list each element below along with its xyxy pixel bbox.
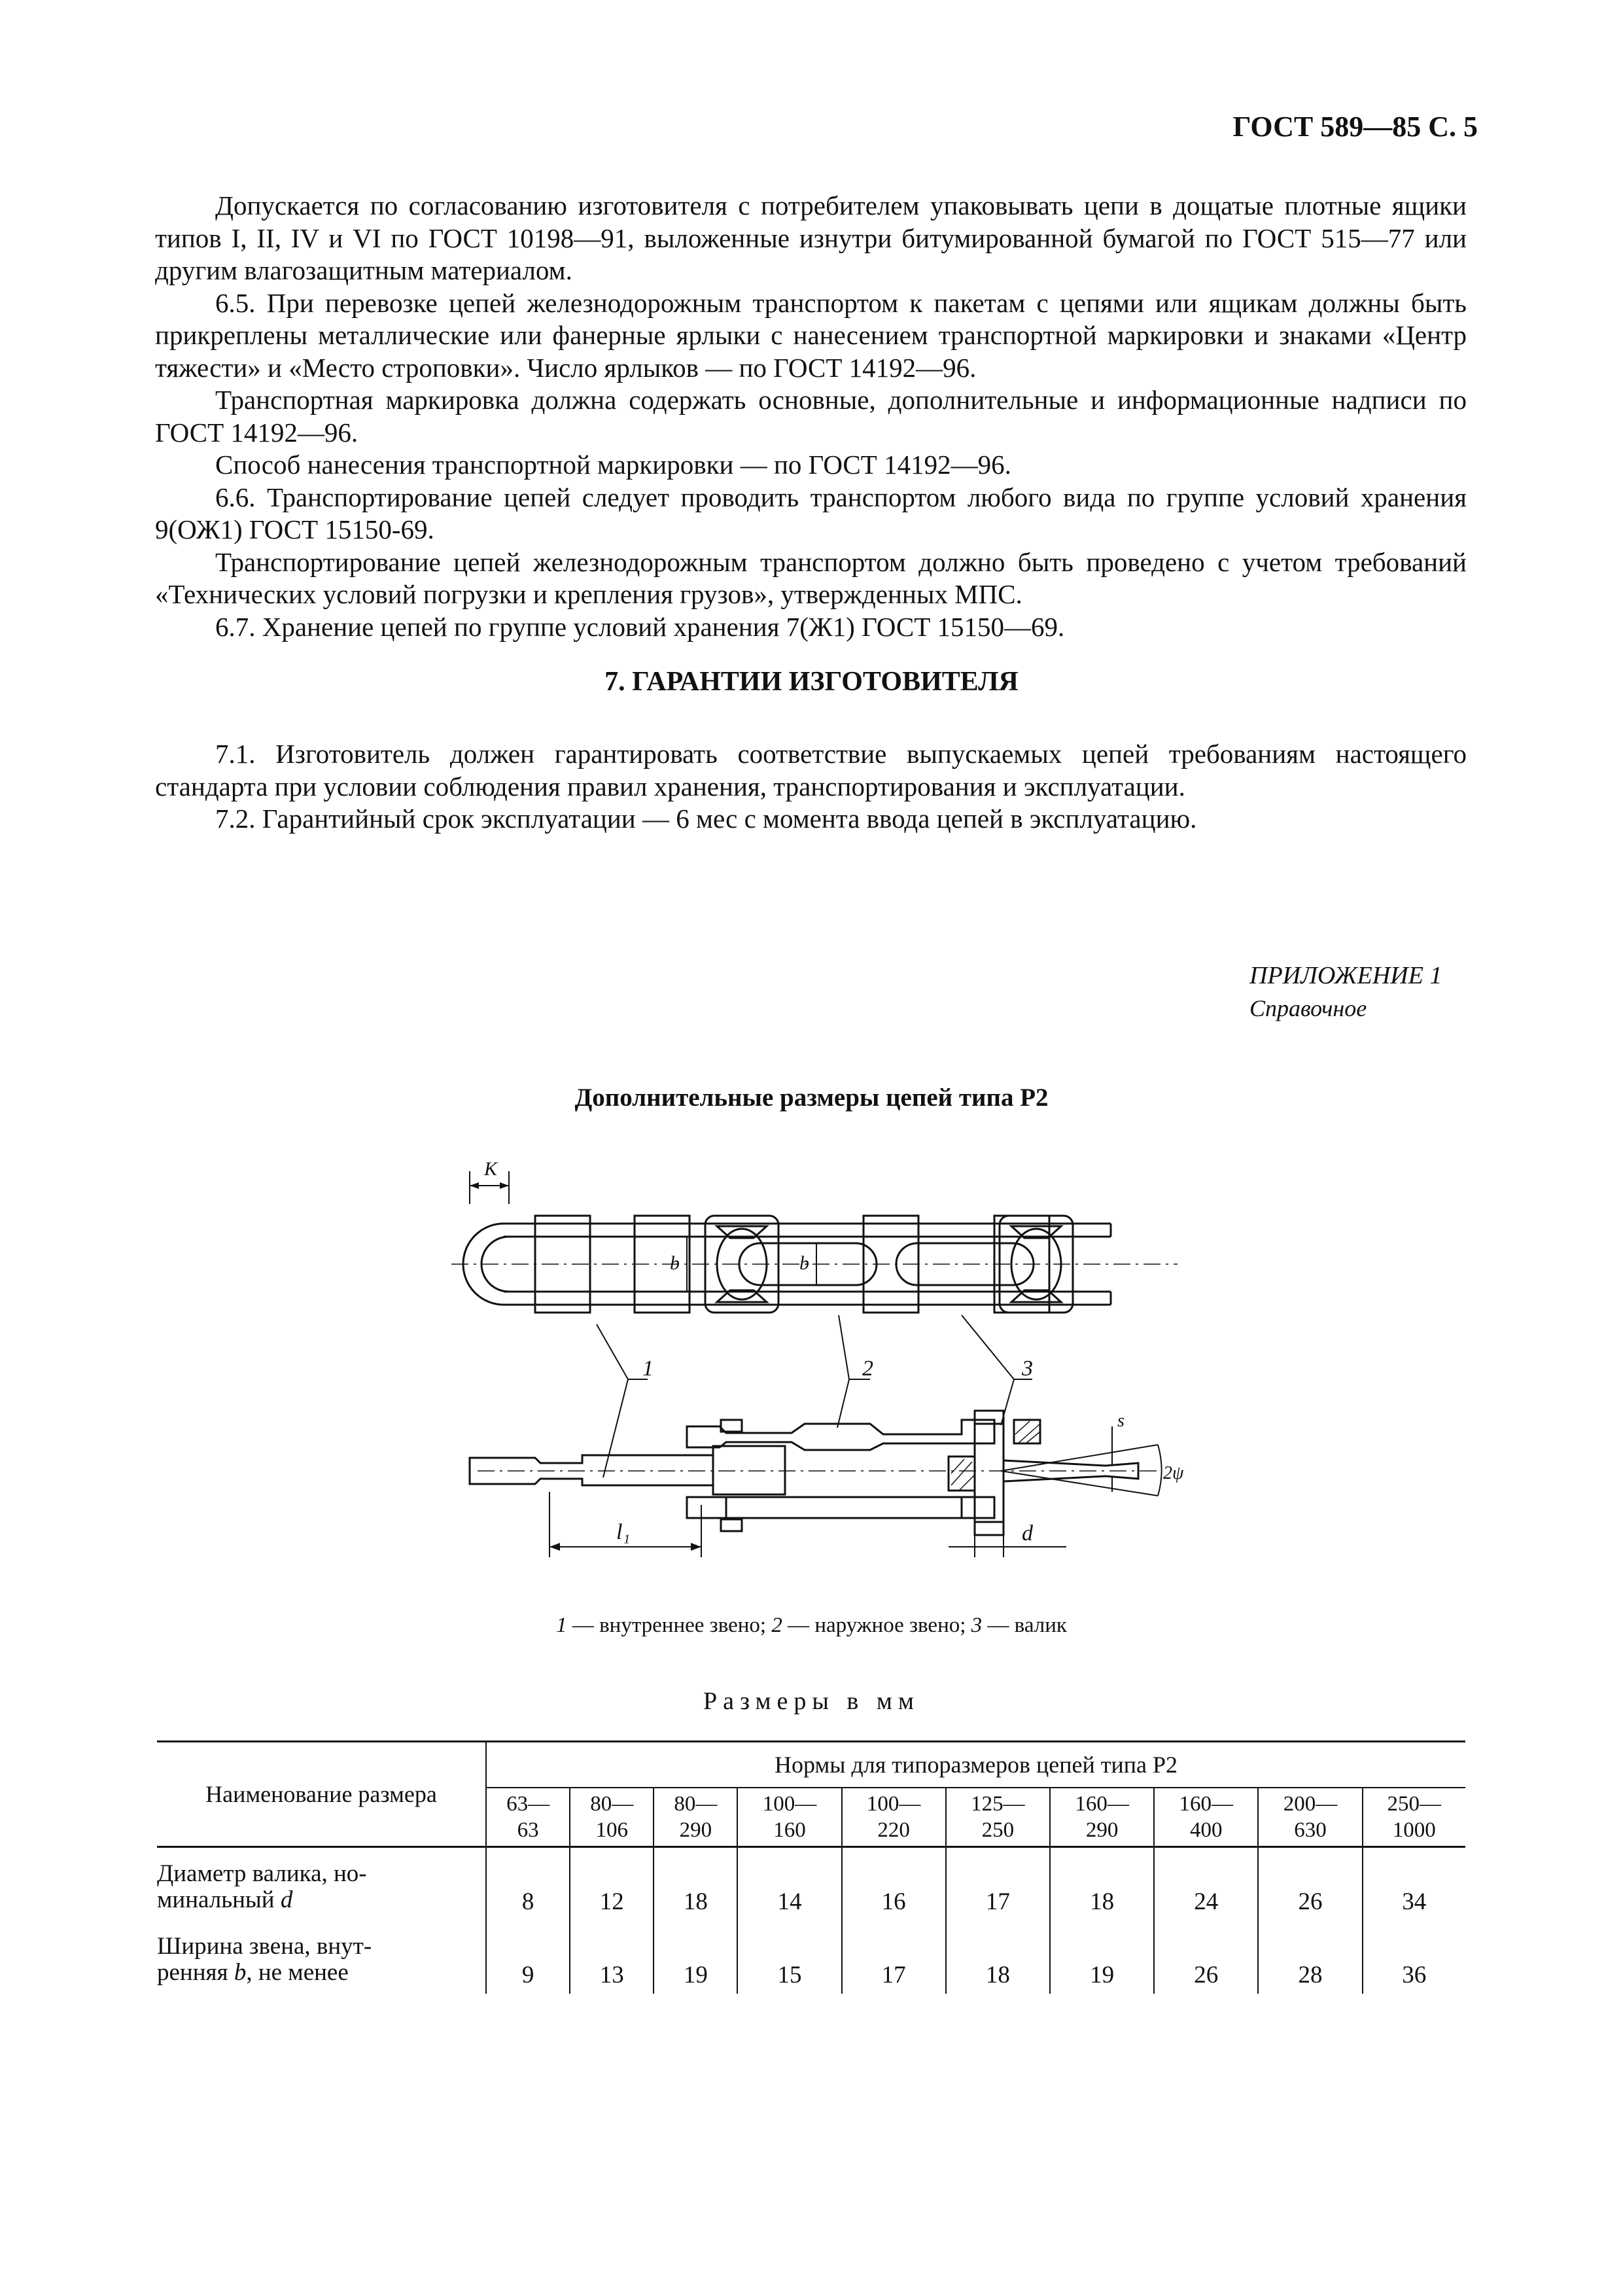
size-header: 100— 220 bbox=[842, 1788, 946, 1847]
norms-header: Нормы для типоразмеров цепей типа Р2 bbox=[486, 1742, 1465, 1788]
table-cell: 26 bbox=[1258, 1847, 1362, 1920]
callouts bbox=[597, 1315, 1033, 1477]
appendix-label bbox=[1249, 959, 1442, 1025]
figure-legend bbox=[0, 1614, 1623, 1638]
size-header: 160— 290 bbox=[1050, 1788, 1154, 1847]
top-view bbox=[451, 1158, 1178, 1313]
legend-text: — наружное звено; bbox=[782, 1614, 971, 1637]
size-header: 200— 630 bbox=[1258, 1788, 1362, 1847]
table-cell: 12 bbox=[570, 1847, 654, 1920]
table-cell: 26 bbox=[1154, 1920, 1258, 1994]
table-cell: 8 bbox=[486, 1847, 570, 1920]
figure-title: Дополнительные размеры цепей типа Р2 bbox=[574, 1084, 1049, 1112]
chain-drawing bbox=[451, 1139, 1191, 1597]
label-s: s bbox=[1117, 1411, 1125, 1431]
table-cell: 16 bbox=[842, 1847, 946, 1920]
dimensions-table bbox=[157, 1740, 1465, 1994]
table-row bbox=[157, 1847, 1465, 1920]
name-header: Наименование размера bbox=[157, 1742, 486, 1847]
legend-num: 1 bbox=[556, 1614, 567, 1637]
label-l1: l₁ bbox=[616, 1520, 631, 1544]
table-cell: 17 bbox=[946, 1847, 1050, 1920]
appendix-title: ПРИЛОЖЕНИЕ 1 bbox=[1249, 962, 1442, 989]
callout-3: 3 bbox=[1022, 1356, 1033, 1381]
table-cell: 28 bbox=[1258, 1920, 1362, 1994]
row-name: Диаметр валика, но- минальный d bbox=[157, 1847, 486, 1920]
size-header: 100— 160 bbox=[737, 1788, 841, 1847]
paragraph: 7.1. Изготовитель должен гарантировать соответствие выпускаемых цепей требованиям настоящего стандарта при условии соблюдения правил хранения, транспортирования и эксплуатации. bbox=[155, 739, 1467, 802]
paragraph: Допускается по согласованию изготовителя с потребителем упаковывать цепи в дощатые плотные ящики типов I, II, IV и VI по ГОСТ 10198—91, выложенные изнутри битумированной бумагой по ГОСТ 515—77 или другим влагозащитным материалом. bbox=[155, 190, 1467, 285]
size-header: 160— 400 bbox=[1154, 1788, 1258, 1847]
label-b: b bbox=[799, 1252, 809, 1274]
paragraph: Транспортирование цепей железнодорожным транспортом должно быть проведено с учетом требований «Технических условий погрузки и крепления грузов», утвержденных МПС. bbox=[155, 546, 1467, 609]
label-b: b bbox=[670, 1252, 680, 1274]
callout-2: 2 bbox=[862, 1356, 873, 1381]
table-cell: 9 bbox=[486, 1920, 570, 1994]
table-cell: 19 bbox=[654, 1920, 737, 1994]
paragraph: 6.6. Транспортирование цепей следует проводить транспортом любого вида по группе условий хранения 9(ОЖ1) ГОСТ 15150-69. bbox=[155, 482, 1467, 544]
row-name: Ширина звена, внут- ренняя b, не менее bbox=[157, 1920, 486, 1994]
table-cell: 18 bbox=[1050, 1847, 1154, 1920]
paragraph: Способ нанесения транспортной маркировки — по ГОСТ 14192—96. bbox=[215, 450, 1011, 480]
section-title: 7. ГАРАНТИИ ИЗГОТОВИТЕЛЯ bbox=[604, 667, 1019, 697]
table-cell: 14 bbox=[737, 1847, 841, 1920]
table-cell: 18 bbox=[946, 1920, 1050, 1994]
table-cell: 24 bbox=[1154, 1847, 1258, 1920]
size-header: 80— 106 bbox=[570, 1788, 654, 1847]
legend-num: 3 bbox=[971, 1614, 983, 1637]
paragraph: 7.2. Гарантийный срок эксплуатации — 6 мес с момента ввода цепей в эксплуатацию. bbox=[215, 804, 1197, 834]
table-cell: 36 bbox=[1363, 1920, 1465, 1994]
size-header: 80— 290 bbox=[654, 1788, 737, 1847]
paragraph: 6.5. При перевозке цепей железнодорожным транспортом к пакетам с цепями или ящикам должны быть прикреплены металлические или фанерные ярлыки с нанесением транспортной маркировки и знаками «Центр тяжести» и «Место строповки». Число ярлыков — по ГОСТ 14192—96. bbox=[155, 287, 1467, 383]
appendix-note: Справочное bbox=[1249, 995, 1367, 1021]
paragraph: 6.7. Хранение цепей по группе условий хранения 7(Ж1) ГОСТ 15150—69. bbox=[215, 611, 1065, 642]
label-k: K bbox=[484, 1158, 498, 1180]
label-d: d bbox=[1022, 1521, 1033, 1545]
table-cell: 17 bbox=[842, 1920, 946, 1994]
table-cell: 13 bbox=[570, 1920, 654, 1994]
legend-num: 2 bbox=[771, 1614, 782, 1637]
size-header: 125— 250 bbox=[946, 1788, 1050, 1847]
table-cell: 19 bbox=[1050, 1920, 1154, 1994]
legend-text: — валик bbox=[982, 1614, 1067, 1637]
table-units: Размеры в мм bbox=[703, 1687, 920, 1715]
table-row bbox=[157, 1920, 1465, 1994]
table-cell: 18 bbox=[654, 1847, 737, 1920]
table-cell: 15 bbox=[737, 1920, 841, 1994]
label-2psi: 2ψ bbox=[1163, 1463, 1184, 1483]
body-text bbox=[155, 190, 1467, 643]
size-header: 63— 63 bbox=[486, 1788, 570, 1847]
size-header: 250— 1000 bbox=[1363, 1788, 1465, 1847]
page-header: ГОСТ 589—85 С. 5 bbox=[1232, 111, 1478, 143]
callout-1: 1 bbox=[642, 1356, 654, 1381]
table-cell: 34 bbox=[1363, 1847, 1465, 1920]
paragraph: Транспортная маркировка должна содержать основные, дополнительные и информационные надписи по ГОСТ 14192—96. bbox=[155, 385, 1467, 448]
side-view bbox=[470, 1411, 1184, 1557]
section-body bbox=[155, 738, 1467, 836]
legend-text: — внутреннее звено; bbox=[567, 1614, 772, 1637]
